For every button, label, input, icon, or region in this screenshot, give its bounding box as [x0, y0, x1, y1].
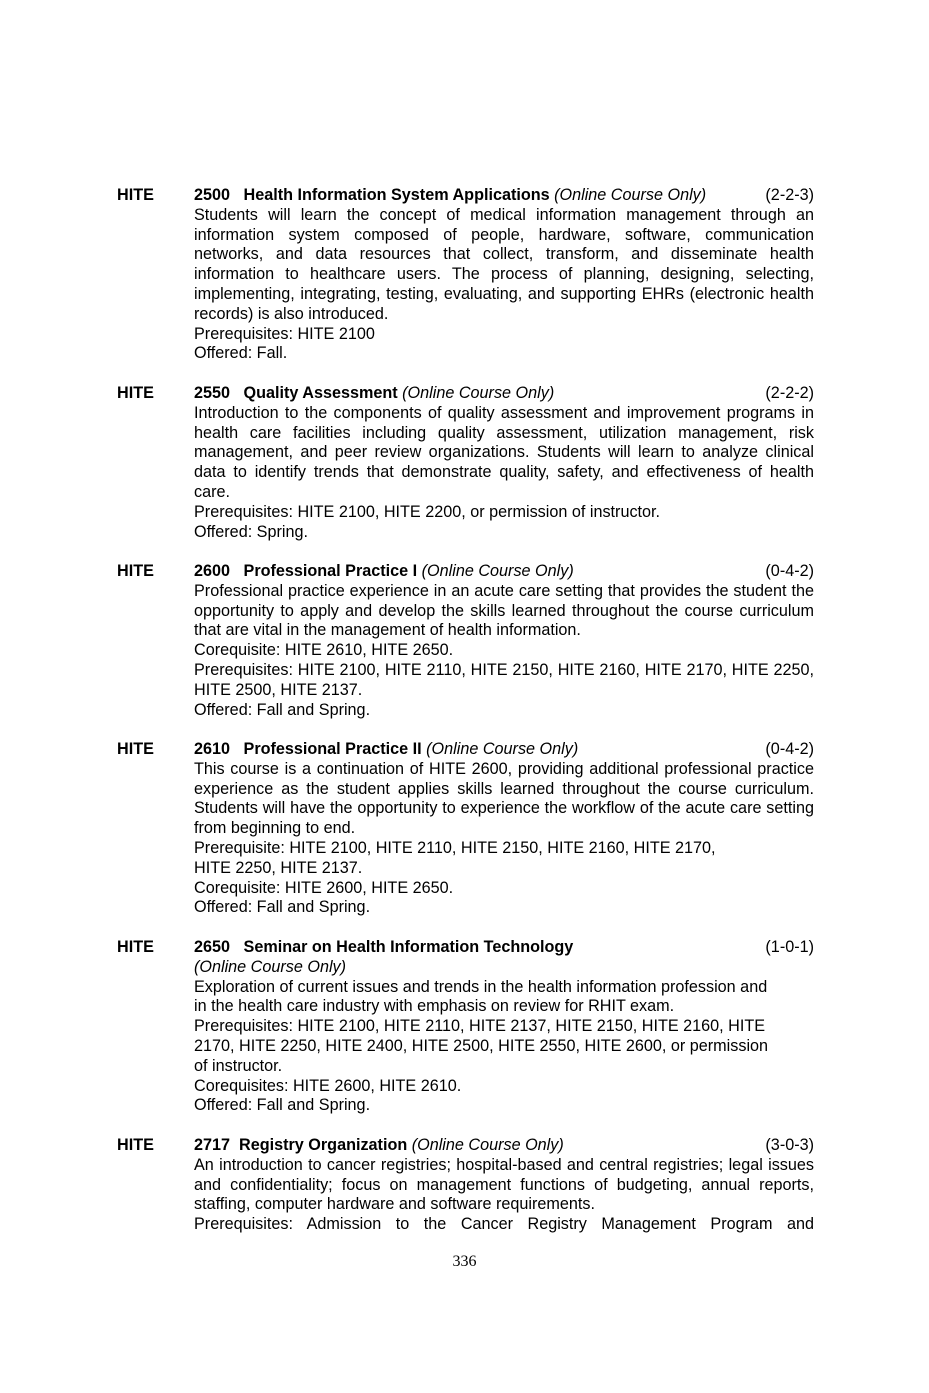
course-description: Students will learn the concept of medical information management through an information system composed of people, hardware, software, communication networks, and data resources that collect, transform, and disseminate health information to healthcare users. The process of planning, designing, selecting, implementing, integrating, testing, evaluating, and supporting EHRs (electronic health records) is also introduced.	[194, 205, 814, 323]
course-header	[194, 186, 814, 206]
course-credits: (1-0-1)	[765, 938, 814, 956]
course-prefix: HITE	[117, 1136, 154, 1154]
course-header	[194, 1136, 814, 1156]
course-offered: Offered: Fall and Spring.	[194, 700, 371, 719]
course-prerequisites: Prerequisite: HITE 2100, HITE 2110, HITE 2150, HITE 2160, HITE 2170,	[194, 838, 716, 857]
course-corequisites: Corequisite: HITE 2600, HITE 2650.	[194, 878, 454, 897]
course-title: Professional Practice I	[243, 562, 418, 580]
course-offered: Offered: Fall and Spring.	[194, 1096, 371, 1115]
course-delivery: (Online Course Only)	[194, 957, 347, 976]
course-credits: (2-2-2)	[765, 384, 814, 402]
course-delivery: (Online Course Only)	[426, 740, 579, 758]
course-body	[194, 384, 814, 542]
course-title: Seminar on Health Information Technology	[243, 938, 574, 956]
course-number: 2610	[194, 740, 231, 758]
course-prerequisites-cont: 2170, HITE 2250, HITE 2400, HITE 2500, HITE 2550, HITE 2600, or permission	[194, 1036, 769, 1055]
course-body	[194, 938, 814, 1116]
course-delivery: (Online Course Only)	[554, 186, 707, 204]
course-number: 2550	[194, 384, 231, 402]
course-description-line: Exploration of current issues and trends in the health information profession and	[194, 977, 768, 996]
course-corequisites: Corequisite: HITE 2610, HITE 2650.	[194, 641, 454, 660]
course-delivery: (Online Course Only)	[421, 562, 574, 580]
course-body	[194, 562, 814, 720]
page-number: 336	[452, 1253, 477, 1270]
course-prerequisites: Prerequisites: HITE 2100, HITE 2200, or permission of instructor.	[194, 502, 661, 521]
course-prerequisites-cont: of instructor.	[194, 1056, 283, 1075]
course-prerequisites: Prerequisites: HITE 2100	[194, 324, 375, 343]
course-title: Professional Practice II	[243, 740, 422, 758]
course-description: An introduction to cancer registries; hospital-based and central registries; legal issues and confidentiality; focus on management functions of budgeting, annual reports, staffing, computer hardware and software requirements.	[194, 1155, 814, 1214]
course-header	[194, 740, 814, 760]
course-description: Professional practice experience in an acute care setting that provides the student the opportunity to apply and develop the skills learned throughout the course curriculum that are vital in the management of health information.	[194, 581, 814, 640]
course-description-line: in the health care industry with emphasis on review for RHIT exam.	[194, 997, 675, 1016]
course-header	[194, 938, 814, 958]
course-header	[194, 562, 814, 582]
course-prefix: HITE	[117, 938, 154, 956]
course-delivery: (Online Course Only)	[411, 1136, 564, 1154]
course-number: 2717	[194, 1136, 231, 1154]
course-prefix: HITE	[117, 186, 154, 204]
course-number: 2650	[194, 938, 231, 956]
course-body	[194, 186, 814, 364]
course-offered: Offered: Fall.	[194, 344, 288, 363]
course-prerequisites: Prerequisites: HITE 2100, HITE 2110, HITE 2150, HITE 2160, HITE 2170, HITE 2250, HITE 2500, HITE 2137.	[194, 660, 814, 699]
course-header	[194, 384, 814, 404]
course-description: This course is a continuation of HITE 2600, providing additional professional practice experience as the student applies skills learned throughout the course curriculum. Students will have the opportunity to experience the workflow of the acute care setting from beginning to end.	[194, 759, 814, 838]
course-credits: (3-0-3)	[765, 1136, 814, 1154]
course-prefix: HITE	[117, 562, 154, 580]
course-credits: (0-4-2)	[765, 562, 814, 580]
course-offered: Offered: Spring.	[194, 522, 308, 541]
course-title: Quality Assessment	[243, 384, 398, 402]
course-number: 2500	[194, 186, 231, 204]
course-credits: (0-4-2)	[765, 740, 814, 758]
course-number: 2600	[194, 562, 231, 580]
course-title: Registry Organization	[239, 1136, 408, 1154]
course-corequisites: Corequisites: HITE 2600, HITE 2610.	[194, 1076, 462, 1095]
course-prefix: HITE	[117, 740, 154, 758]
course-prefix: HITE	[117, 384, 154, 402]
course-title: Health Information System Applications	[243, 186, 550, 204]
course-body	[194, 740, 814, 918]
course-offered: Offered: Fall and Spring.	[194, 898, 371, 917]
course-delivery: (Online Course Only)	[402, 384, 555, 402]
course-prerequisites-cont: HITE 2250, HITE 2137.	[194, 858, 363, 877]
course-description: Introduction to the components of quality assessment and improvement programs in health care facilities including quality assessment, utilization management, risk management, and peer review organizations. Students will learn to analyze clinical data to identify trends that demonstrate quality, safety, and effectiveness of health care.	[194, 403, 814, 501]
course-credits: (2-2-3)	[765, 186, 814, 204]
course-prerequisites: Prerequisites: HITE 2100, HITE 2110, HITE 2137, HITE 2150, HITE 2160, HITE	[194, 1017, 766, 1036]
course-body	[194, 1136, 814, 1235]
course-prerequisites: Prerequisites: Admission to the Cancer Registry Management Program and	[194, 1215, 814, 1234]
